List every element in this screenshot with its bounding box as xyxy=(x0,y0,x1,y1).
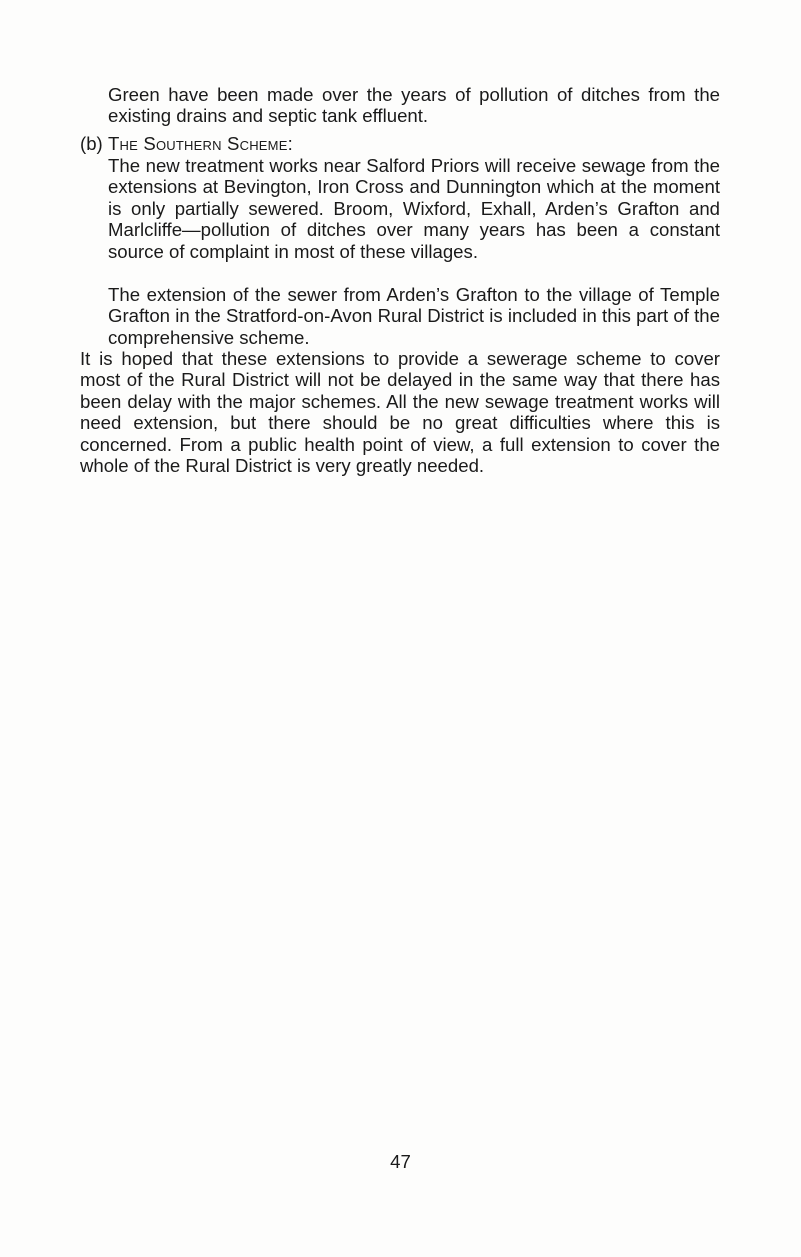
section-heading: The Southern Scheme: xyxy=(108,133,293,154)
conclusion-paragraph: It is hoped that these extensions to provide a sewerage scheme to cover most of the Rural District will not be delayed in the same way that there has been delay with the major schemes. All the new sewage treatment works will need extension, but there should be no great difficulties where this is concerned. From a public health point of view, a full extension to cover the whole of the Rural District is very greatly needed. xyxy=(80,348,720,477)
page-number: 47 xyxy=(390,1151,411,1172)
item-marker: (b) xyxy=(80,133,103,154)
temple-grafton-paragraph: The extension of the sewer from Arden’s Grafton to the village of Temple Grafton in the Stratford-on-Avon Rural District is included in this part of the comprehensive scheme. xyxy=(108,284,720,348)
intro-paragraph: Green have been made over the years of pollution of ditches from the existing drains and septic tank effluent. xyxy=(108,84,720,127)
southern-scheme-paragraph: The new treatment works near Salford Priors will receive sewage from the extensions at Bevington, Iron Cross and Dunnington which at the moment is only partially sewered. Broom, Wixford, Exhall, Arden’s Grafton and Marlcliffe—pollution of ditches over many years has been a constant source of complaint in most of these villages. xyxy=(108,155,720,262)
